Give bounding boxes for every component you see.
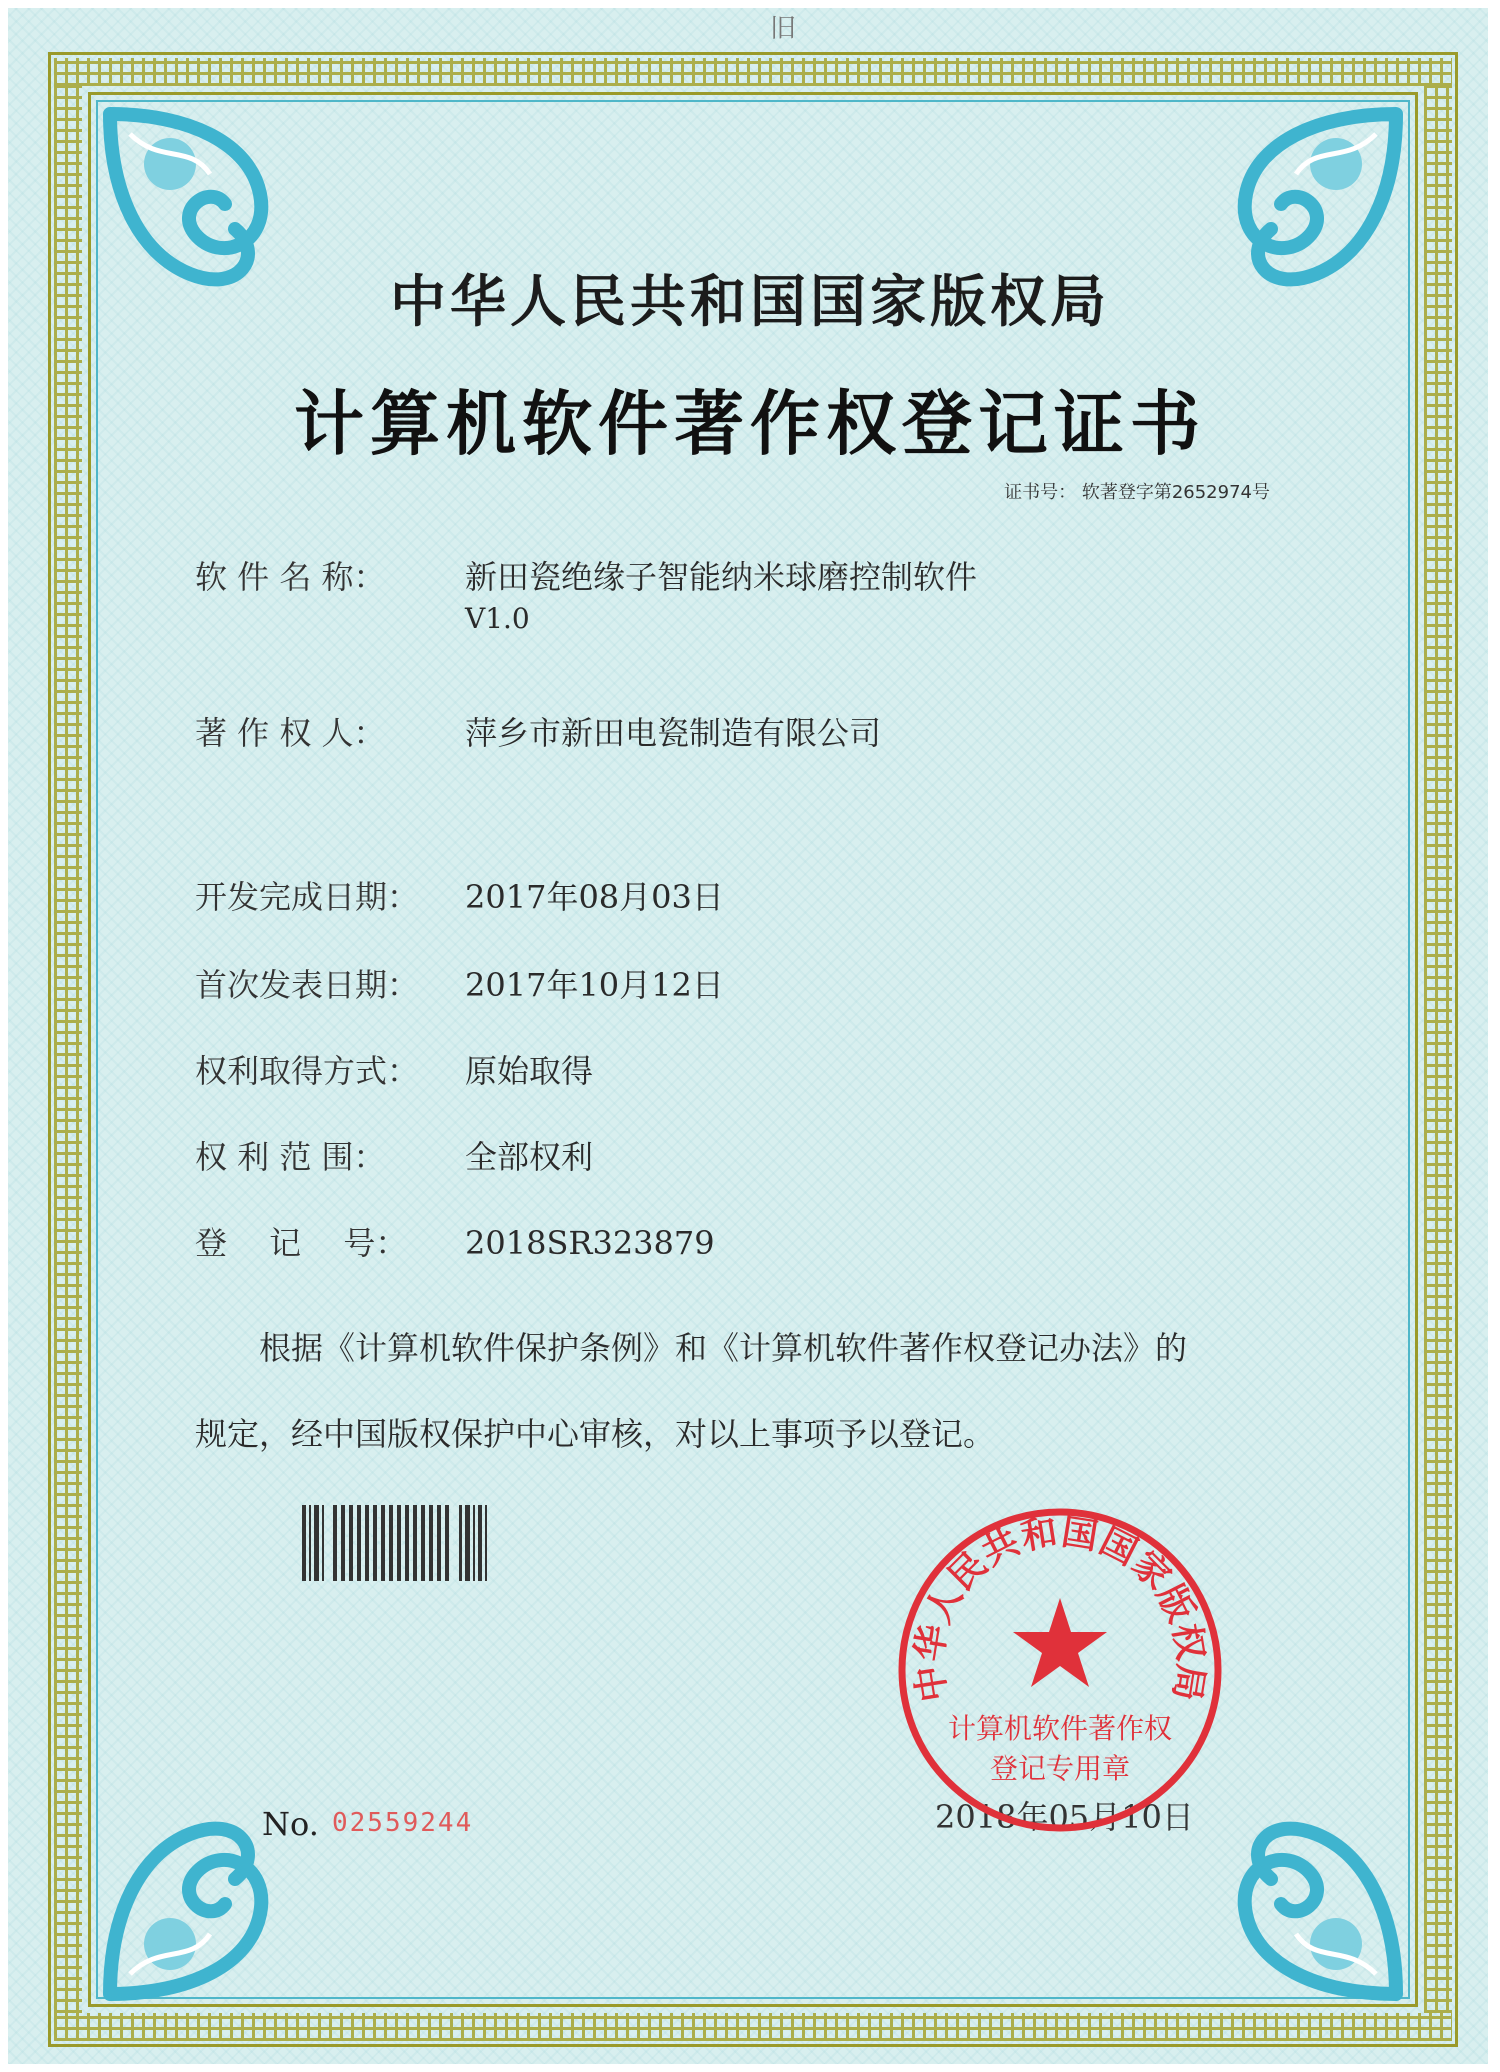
- seal-line-1: 计算机软件著作权: [947, 1712, 1173, 1745]
- field-value: 新田瓷绝缘子智能纳米球磨控制软件: [465, 558, 978, 596]
- key-pattern-bottom: [54, 2013, 1452, 2041]
- key-pattern-top: [54, 58, 1452, 86]
- field-registration-number: [195, 1218, 715, 1264]
- field-copyright-owner: [195, 708, 881, 754]
- field-label: 著 作 权 人：: [195, 714, 386, 752]
- issuer-heading: 中华人民共和国国家版权局: [390, 270, 1110, 335]
- seal-arc-text: 中华人民共和国国家版权局: [908, 1511, 1212, 1705]
- issue-date: 2018年05月10日: [935, 1798, 1194, 1836]
- field-value: 2018SR323879: [465, 1224, 715, 1262]
- field-software-name: [195, 552, 977, 598]
- statement-line-1: 根据《计算机软件保护条例》和《计算机软件著作权登记办法》的: [259, 1329, 1188, 1367]
- field-value: 2017年08月03日: [465, 878, 724, 916]
- certificate-title: 计算机软件著作权登记证书: [294, 382, 1206, 465]
- field-label: 开发完成日期：: [195, 878, 420, 916]
- certificate-number: 证书号： 软著登字第2652974号: [1004, 482, 1270, 503]
- statement-line-2: 规定，经中国版权保护中心审核，对以上事项予以登记。: [195, 1415, 996, 1453]
- field-first-publish-date: [195, 960, 724, 1006]
- field-rights-scope: [195, 1132, 593, 1178]
- field-label: 软 件 名 称：: [195, 558, 386, 596]
- field-label: 权利取得方式：: [195, 1052, 420, 1090]
- seal-line-2: 登记专用章: [989, 1752, 1131, 1785]
- field-label: 权 利 范 围：: [195, 1138, 386, 1176]
- field-dev-complete-date: [195, 872, 724, 918]
- qr-code: [333, 1505, 453, 1581]
- field-value: 全部权利: [465, 1138, 594, 1176]
- barcode: [302, 1505, 514, 1581]
- field-label: 首次发表日期：: [195, 966, 420, 1004]
- star-icon: [1013, 1598, 1107, 1687]
- serial-number: 02559244: [332, 1808, 474, 1838]
- field-software-version: [195, 598, 530, 636]
- handwritten-mark: 旧: [770, 14, 797, 44]
- serial-label: No.: [262, 1805, 319, 1843]
- field-value: 萍乡市新田电瓷制造有限公司: [465, 714, 882, 752]
- field-value: V1.0: [465, 602, 530, 635]
- field-acquisition-method: [195, 1046, 593, 1092]
- field-value: 原始取得: [465, 1052, 594, 1090]
- field-label: 登 记 号：: [195, 1224, 408, 1262]
- field-value: 2017年10月12日: [465, 966, 724, 1004]
- official-seal: [890, 1500, 1230, 1840]
